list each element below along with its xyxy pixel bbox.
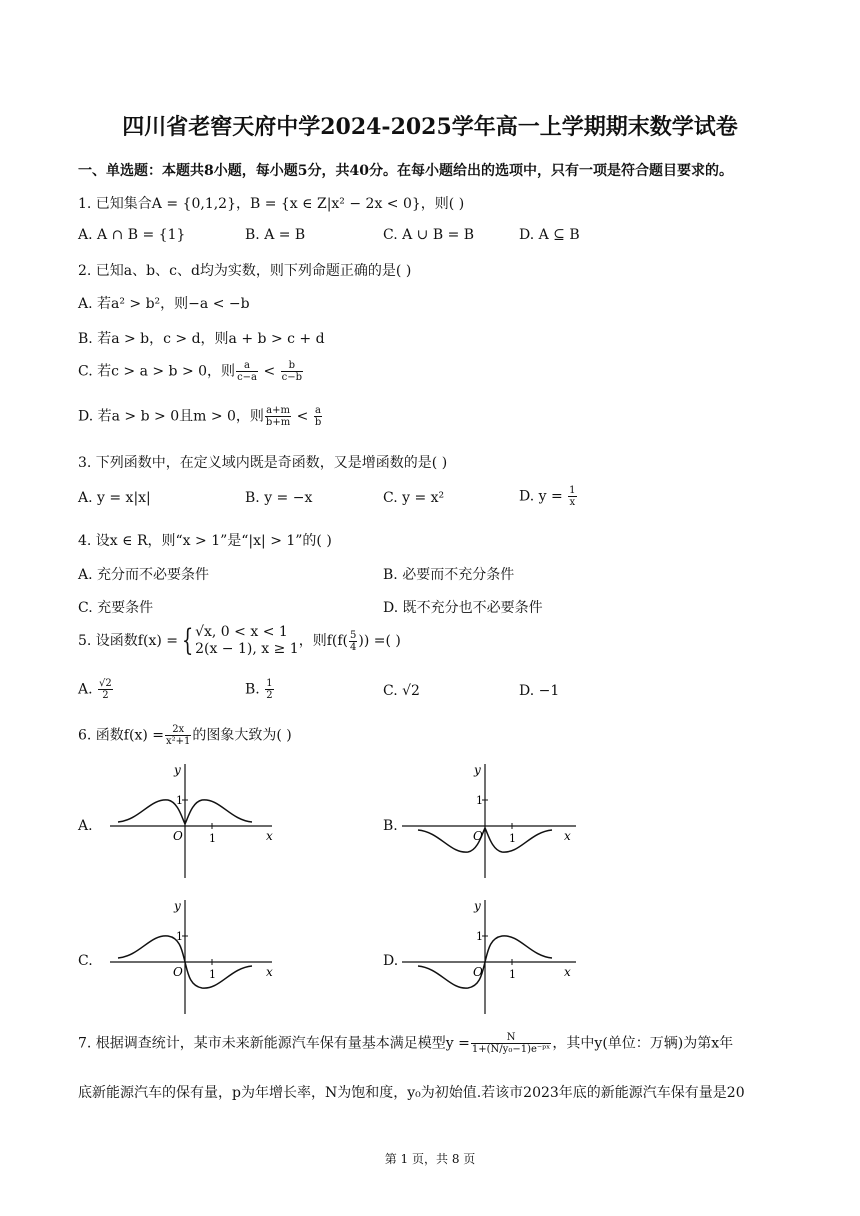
graph-d (400, 898, 580, 1016)
q5-option-a (78, 678, 114, 701)
fraction (165, 724, 191, 747)
origin-label: O (473, 965, 483, 979)
q4-option-d: D. 既不充分也不必要条件 (383, 600, 543, 616)
x-tick-label: 1 (509, 832, 516, 845)
denominator: 2 (266, 690, 273, 701)
y-label: y (174, 899, 181, 913)
x-label: x (564, 829, 571, 843)
question-6-stem (78, 724, 292, 747)
graph-c (100, 898, 280, 1016)
q3-d-text: D. y = (519, 488, 563, 505)
fraction (98, 678, 113, 701)
q3-option-b: B. y = −x (245, 490, 313, 506)
question-1-stem: 1. 已知集合A = {0,1,2}，B = {x ∈ Z|x² − 2x < 0}，则( ) (78, 196, 465, 212)
numerator: √2 (99, 678, 112, 689)
question-5-stem (78, 624, 401, 658)
question-3-stem: 3. 下列函数中，在定义域内既是奇函数，又是增函数的是( ) (78, 455, 448, 471)
left-brace: { (181, 623, 194, 658)
fraction (471, 1032, 552, 1055)
section-heading: 一、单选题：本题共8小题，每小题5分，共40分。在每小题给出的选项中，只有一项是符合题目要求的。 (78, 163, 733, 179)
q1-option-c: C. A ∪ B = B (383, 227, 475, 243)
denominator: 1+(N/y₀−1)e⁻ᵖˣ (471, 1044, 551, 1055)
case-2: 2(x − 1), x ≥ 1 (195, 641, 299, 657)
less-than: < (296, 408, 309, 425)
q2-option-a: A. 若a² > b²，则−a < −b (78, 296, 250, 312)
numerator: a (236, 360, 258, 372)
denominator: b+m (265, 417, 291, 428)
less-than: < (263, 363, 276, 380)
q2-option-c (78, 360, 304, 383)
y-label: y (474, 899, 481, 913)
x-label: x (266, 965, 273, 979)
denominator: b (314, 417, 322, 428)
fraction (265, 678, 273, 701)
graph-a-label: A. (78, 818, 93, 834)
q3-option-c: C. y = x² (383, 490, 445, 506)
fraction (314, 405, 322, 428)
x-tick-label: 1 (209, 968, 216, 981)
q5-post: )) =( ) (358, 633, 401, 649)
case-1: √x, 0 < x < 1 (195, 624, 288, 640)
q1-option-a: A. A ∩ B = {1} (78, 227, 186, 243)
q4-option-c: C. 充要条件 (78, 600, 154, 616)
origin-label: O (473, 829, 483, 843)
denominator: x (569, 497, 576, 508)
graph-d-label: D. (383, 953, 399, 969)
numerator: a (315, 405, 322, 416)
q5-option-c: C. √2 (383, 683, 420, 699)
y-tick-label: 1 (476, 794, 483, 807)
question-4-stem: 4. 设x ∈ R，则“x > 1”是“|x| > 1”的( ) (78, 533, 332, 549)
q5-post-prefix: ，则f(f( (298, 633, 348, 649)
fraction (349, 630, 357, 653)
q1-option-d: D. A ⊆ B (519, 227, 580, 243)
q4-option-b: B. 必要而不充分条件 (383, 567, 515, 583)
q5-option-d: D. −1 (519, 683, 560, 699)
fraction (236, 360, 258, 383)
denominator: c−b (281, 372, 303, 383)
q2-d-text: D. 若a > b > 0且m > 0，则 (78, 408, 264, 425)
question-7-line-1 (78, 1032, 733, 1055)
fraction (281, 360, 303, 383)
q6-prefix: 6. 函数f(x) = (78, 727, 164, 744)
y-tick-label: 1 (176, 930, 183, 943)
q1-option-b: B. A = B (245, 227, 306, 243)
q3-option-a: A. y = x|x| (78, 490, 151, 506)
graph-a (100, 762, 280, 880)
numerator: N (471, 1032, 552, 1044)
y-label: y (474, 763, 481, 777)
page-footer: 第 1 页，共 8 页 (384, 1152, 476, 1166)
q2-option-d (78, 405, 323, 428)
q4-option-a: A. 充分而不必要条件 (78, 567, 210, 583)
graph-b-label: B. (383, 818, 398, 834)
fraction (568, 485, 576, 508)
numerator: 2x (165, 724, 191, 736)
q3-option-d (519, 485, 578, 508)
x-tick-label: 1 (509, 968, 516, 981)
question-2-stem: 2. 已知a、b、c、d均为实数，则下列命题正确的是( ) (78, 263, 412, 279)
q7-prefix: 7. 根据调查统计，某市未来新能源汽车保有量基本满足模型y = (78, 1035, 470, 1052)
numerator: 5 (350, 629, 357, 641)
numerator: 1 (569, 485, 576, 496)
y-label: y (174, 763, 181, 777)
x-label: x (564, 965, 571, 979)
numerator: b (281, 360, 303, 372)
y-tick-label: 1 (176, 794, 183, 807)
y-tick-label: 1 (476, 930, 483, 943)
page-title: 四川省老窖天府中学2024-2025学年高一上学期期末数学试卷 (122, 114, 738, 140)
q5-prefix: 5. 设函数f(x) = (78, 633, 178, 649)
fraction (265, 405, 291, 428)
origin-label: O (173, 829, 183, 843)
x-label: x (266, 829, 273, 843)
q2-c-text: C. 若c > a > b > 0，则 (78, 363, 236, 380)
question-7-line-2: 底新能源汽车的保有量，p为年增长率，N为饱和度，y₀为初始值.若该市2023年底的新能源汽车保有量是20 (78, 1085, 745, 1101)
q5-b-label: B. (245, 681, 260, 698)
q2-option-b: B. 若a > b，c > d，则a + b > c + d (78, 331, 325, 347)
numerator: a+m (266, 405, 290, 416)
graph-c-label: C. (78, 953, 93, 969)
origin-label: O (173, 965, 183, 979)
denominator: x²+1 (166, 736, 191, 747)
denominator: 2 (102, 690, 109, 701)
x-tick-label: 1 (209, 832, 216, 845)
q6-post: 的图象大致为( ) (192, 727, 292, 744)
graph-b (400, 762, 580, 880)
denominator: c−a (237, 372, 258, 383)
denominator: 4 (350, 641, 357, 653)
numerator: 1 (266, 678, 273, 689)
q5-a-label: A. (78, 681, 93, 698)
piecewise-cases (195, 624, 299, 658)
q5-option-b (245, 678, 275, 701)
q7-post: ，其中y(单位：万辆)为第x年 (552, 1035, 734, 1052)
